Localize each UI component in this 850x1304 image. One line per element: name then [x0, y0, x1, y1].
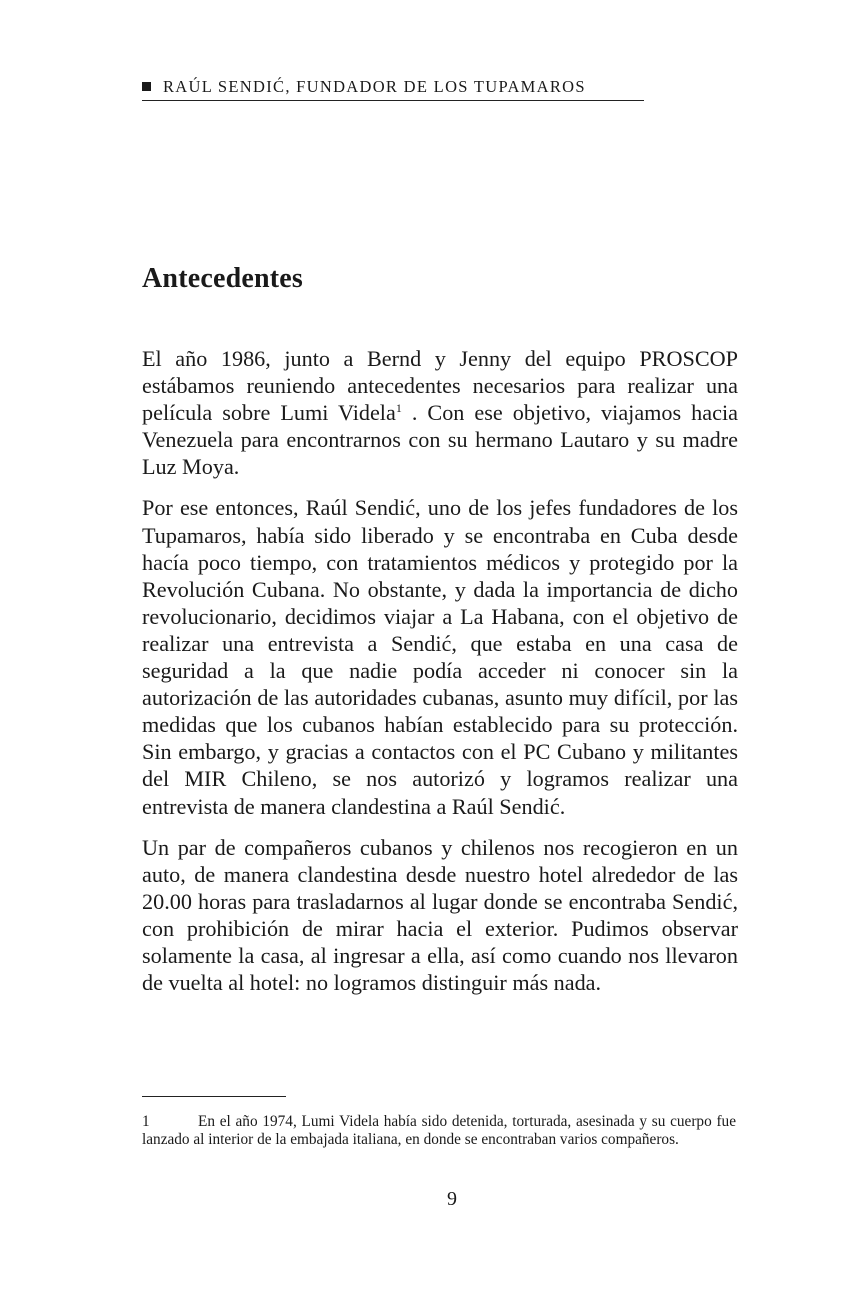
footnote	[142, 1113, 736, 1150]
body-text	[142, 345, 738, 1010]
footnote-reference: 1	[395, 401, 402, 416]
paragraph-3: Un par de compañeros cubanos y chilenos nos recogieron en un auto, de manera clandestina desde nuestro hotel alrededor de las 20.00 horas para trasladarnos al lugar donde se encontraba Sendić, con prohibición de mirar hacia el exterior. Pudimos observar solamente la casa, al ingresar a ella, así como cuando nos llevaron de vuelta al hotel: no logramos distinguir más nada.	[142, 834, 738, 996]
page-number: 9	[447, 1188, 457, 1210]
footnote-divider	[142, 1096, 286, 1097]
paragraph-1-text-b: . Con ese objetivo, viajamos hacia Venezuela para encontrarnos con su hermano Lautaro y su madre Luz Moya.	[142, 400, 738, 480]
paragraph-1	[142, 345, 738, 480]
running-header	[142, 74, 644, 101]
chapter-title: Antecedentes	[142, 263, 304, 294]
footnote-text: En el año 1974, Lumi Videla había sido detenida, torturada, asesinada y su cuerpo fue lanzado al interior de la embajada italiana, en donde se encontraban varios compañeros.	[142, 1113, 736, 1149]
running-title: RAÚL SENDIĆ, FUNDADOR DE LOS TUPAMAROS	[163, 77, 586, 96]
paragraph-1-text-a: El año 1986, junto a Bernd y Jenny del equipo PROSCOP estábamos reuniendo antecedentes necesarios para realizar una película sobre Lumi Videla	[142, 346, 738, 426]
paragraph-2: Por ese entonces, Raúl Sendić, uno de los jefes fundadores de los Tupamaros, había sido liberado y se encontraba en Cuba desde hacía poco tiempo, con tratamientos médicos y protegido por la Revolución Cubana. No obstante, y dada la importancia de dicho revolucionario, decidimos viajar a La Habana, con el objetivo de realizar una entrevista a Sendić, que estaba en una casa de seguridad a la que nadie podía acceder ni conocer sin la autorización de las autoridades cubanas, asunto muy difícil, por las medidas que los cubanos habían establecido para su protección. Sin embargo, y gracias a contactos con el PC Cubano y militantes del MIR Chileno, se nos autorizó y logramos realizar una entrevista de manera clandestina a Raúl Sendić.	[142, 495, 738, 819]
square-bullet-icon	[142, 82, 151, 91]
footnote-number: 1	[142, 1113, 150, 1130]
